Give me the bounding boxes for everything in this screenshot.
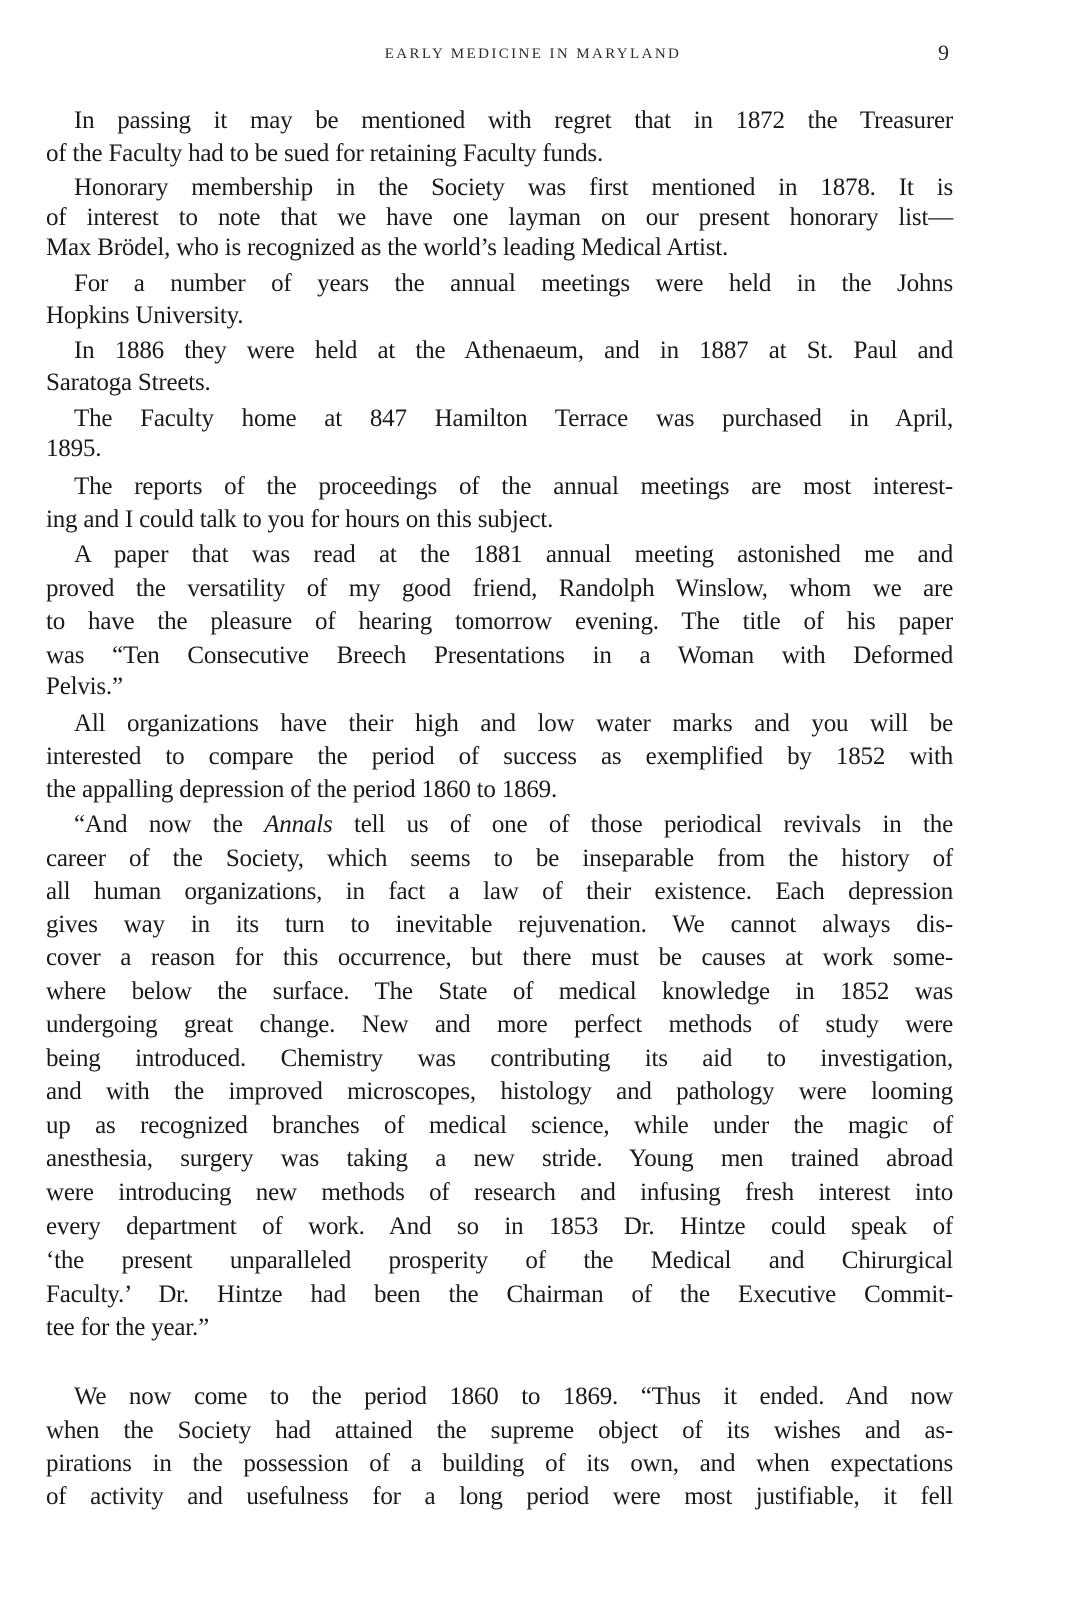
text-line: of activity and usefulness for a long period were most justifiable, it fell [46,1483,953,1510]
text-line: 1895. [46,435,102,462]
text-line: career of the Society, which seems to be inseparable from the history of [46,845,953,872]
text-line: pirations in the possession of a building of its own, and when expectations [46,1450,953,1477]
text-line: the appalling depression of the period 1860 to 1869. [46,776,558,803]
text-line: all human organizations, in fact a law of their existence. Each depression [46,878,953,905]
text-line: and with the improved microscopes, histology and pathology were looming [46,1078,953,1105]
text-line [74,810,953,840]
text-span: “And now the [74,811,265,838]
text-line: A paper that was read at the 1881 annual meeting astonished me and [74,541,953,568]
text-line: cover a reason for this occurrence, but there must be causes at work some- [46,944,953,971]
text-line: of interest to note that we have one layman on our present honorary list— [46,204,953,231]
text-line: Honorary membership in the Society was first mentioned in 1878. It is [74,174,953,201]
text-line: All organizations have their high and low water marks and you will be [74,710,953,737]
text-line: The reports of the proceedings of the annual meetings are most interest- [74,473,953,500]
text-line: undergoing great change. New and more perfect methods of study were [46,1011,953,1038]
text-line: Max Brödel, who is recognized as the world’s leading Medical Artist. [46,234,729,261]
text-span: tell us of one of those periodical revivals in the [332,811,953,838]
text-line: Pelvis.” [46,673,123,700]
text-line: anesthesia, surgery was taking a new stride. Young men trained abroad [46,1145,953,1172]
text-line: every department of work. And so in 1853 Dr. Hintze could speak of [46,1213,953,1240]
running-head-title: EARLY MEDICINE IN MARYLAND [384,46,682,62]
text-line: We now come to the period 1860 to 1869. “Thus it ended. And now [74,1383,953,1410]
text-line: to have the pleasure of hearing tomorrow evening. The title of his paper [46,608,953,635]
text-line: proved the versatility of my good friend, Randolph Winslow, whom we are [46,575,953,602]
page-number: 9 [938,40,949,65]
text-line: were introducing new methods of research and infusing fresh interest into [46,1179,953,1206]
text-line: Faculty.’ Dr. Hintze had been the Chairman of the Executive Commit- [46,1281,953,1308]
text-line: of the Faculty had to be sued for retaining Faculty funds. [46,140,604,167]
text-line: In passing it may be mentioned with regret that in 1872 the Treasurer [74,107,953,134]
text-line: In 1886 they were held at the Athenaeum, and in 1887 at St. Paul and [74,337,953,364]
text-line: tee for the year.” [46,1314,209,1341]
text-line: ing and I could talk to you for hours on this subject. [46,506,554,533]
text-line: gives way in its turn to inevitable rejuvenation. We cannot always dis- [46,911,953,938]
text-line: The Faculty home at 847 Hamilton Terrace was purchased in April, [74,405,953,432]
text-line: was “Ten Consecutive Breech Presentations in a Woman with Deformed [46,642,953,669]
text-line: where below the surface. The State of medical knowledge in 1852 was [46,978,953,1005]
text-line: Saratoga Streets. [46,369,211,396]
text-line: For a number of years the annual meetings were held in the Johns [74,270,953,297]
text-line: ‘the present unparalleled prosperity of the Medical and Chirurgical [46,1247,953,1274]
text-line: Hopkins University. [46,302,244,329]
text-line: when the Society had attained the supreme object of its wishes and as- [46,1417,953,1444]
text-line: up as recognized branches of medical science, while under the magic of [46,1112,953,1139]
text-line: interested to compare the period of success as exemplified by 1852 with [46,743,953,770]
italic-title-annals: Annals [264,811,333,838]
text-line: being introduced. Chemistry was contributing its aid to investigation, [46,1045,953,1072]
